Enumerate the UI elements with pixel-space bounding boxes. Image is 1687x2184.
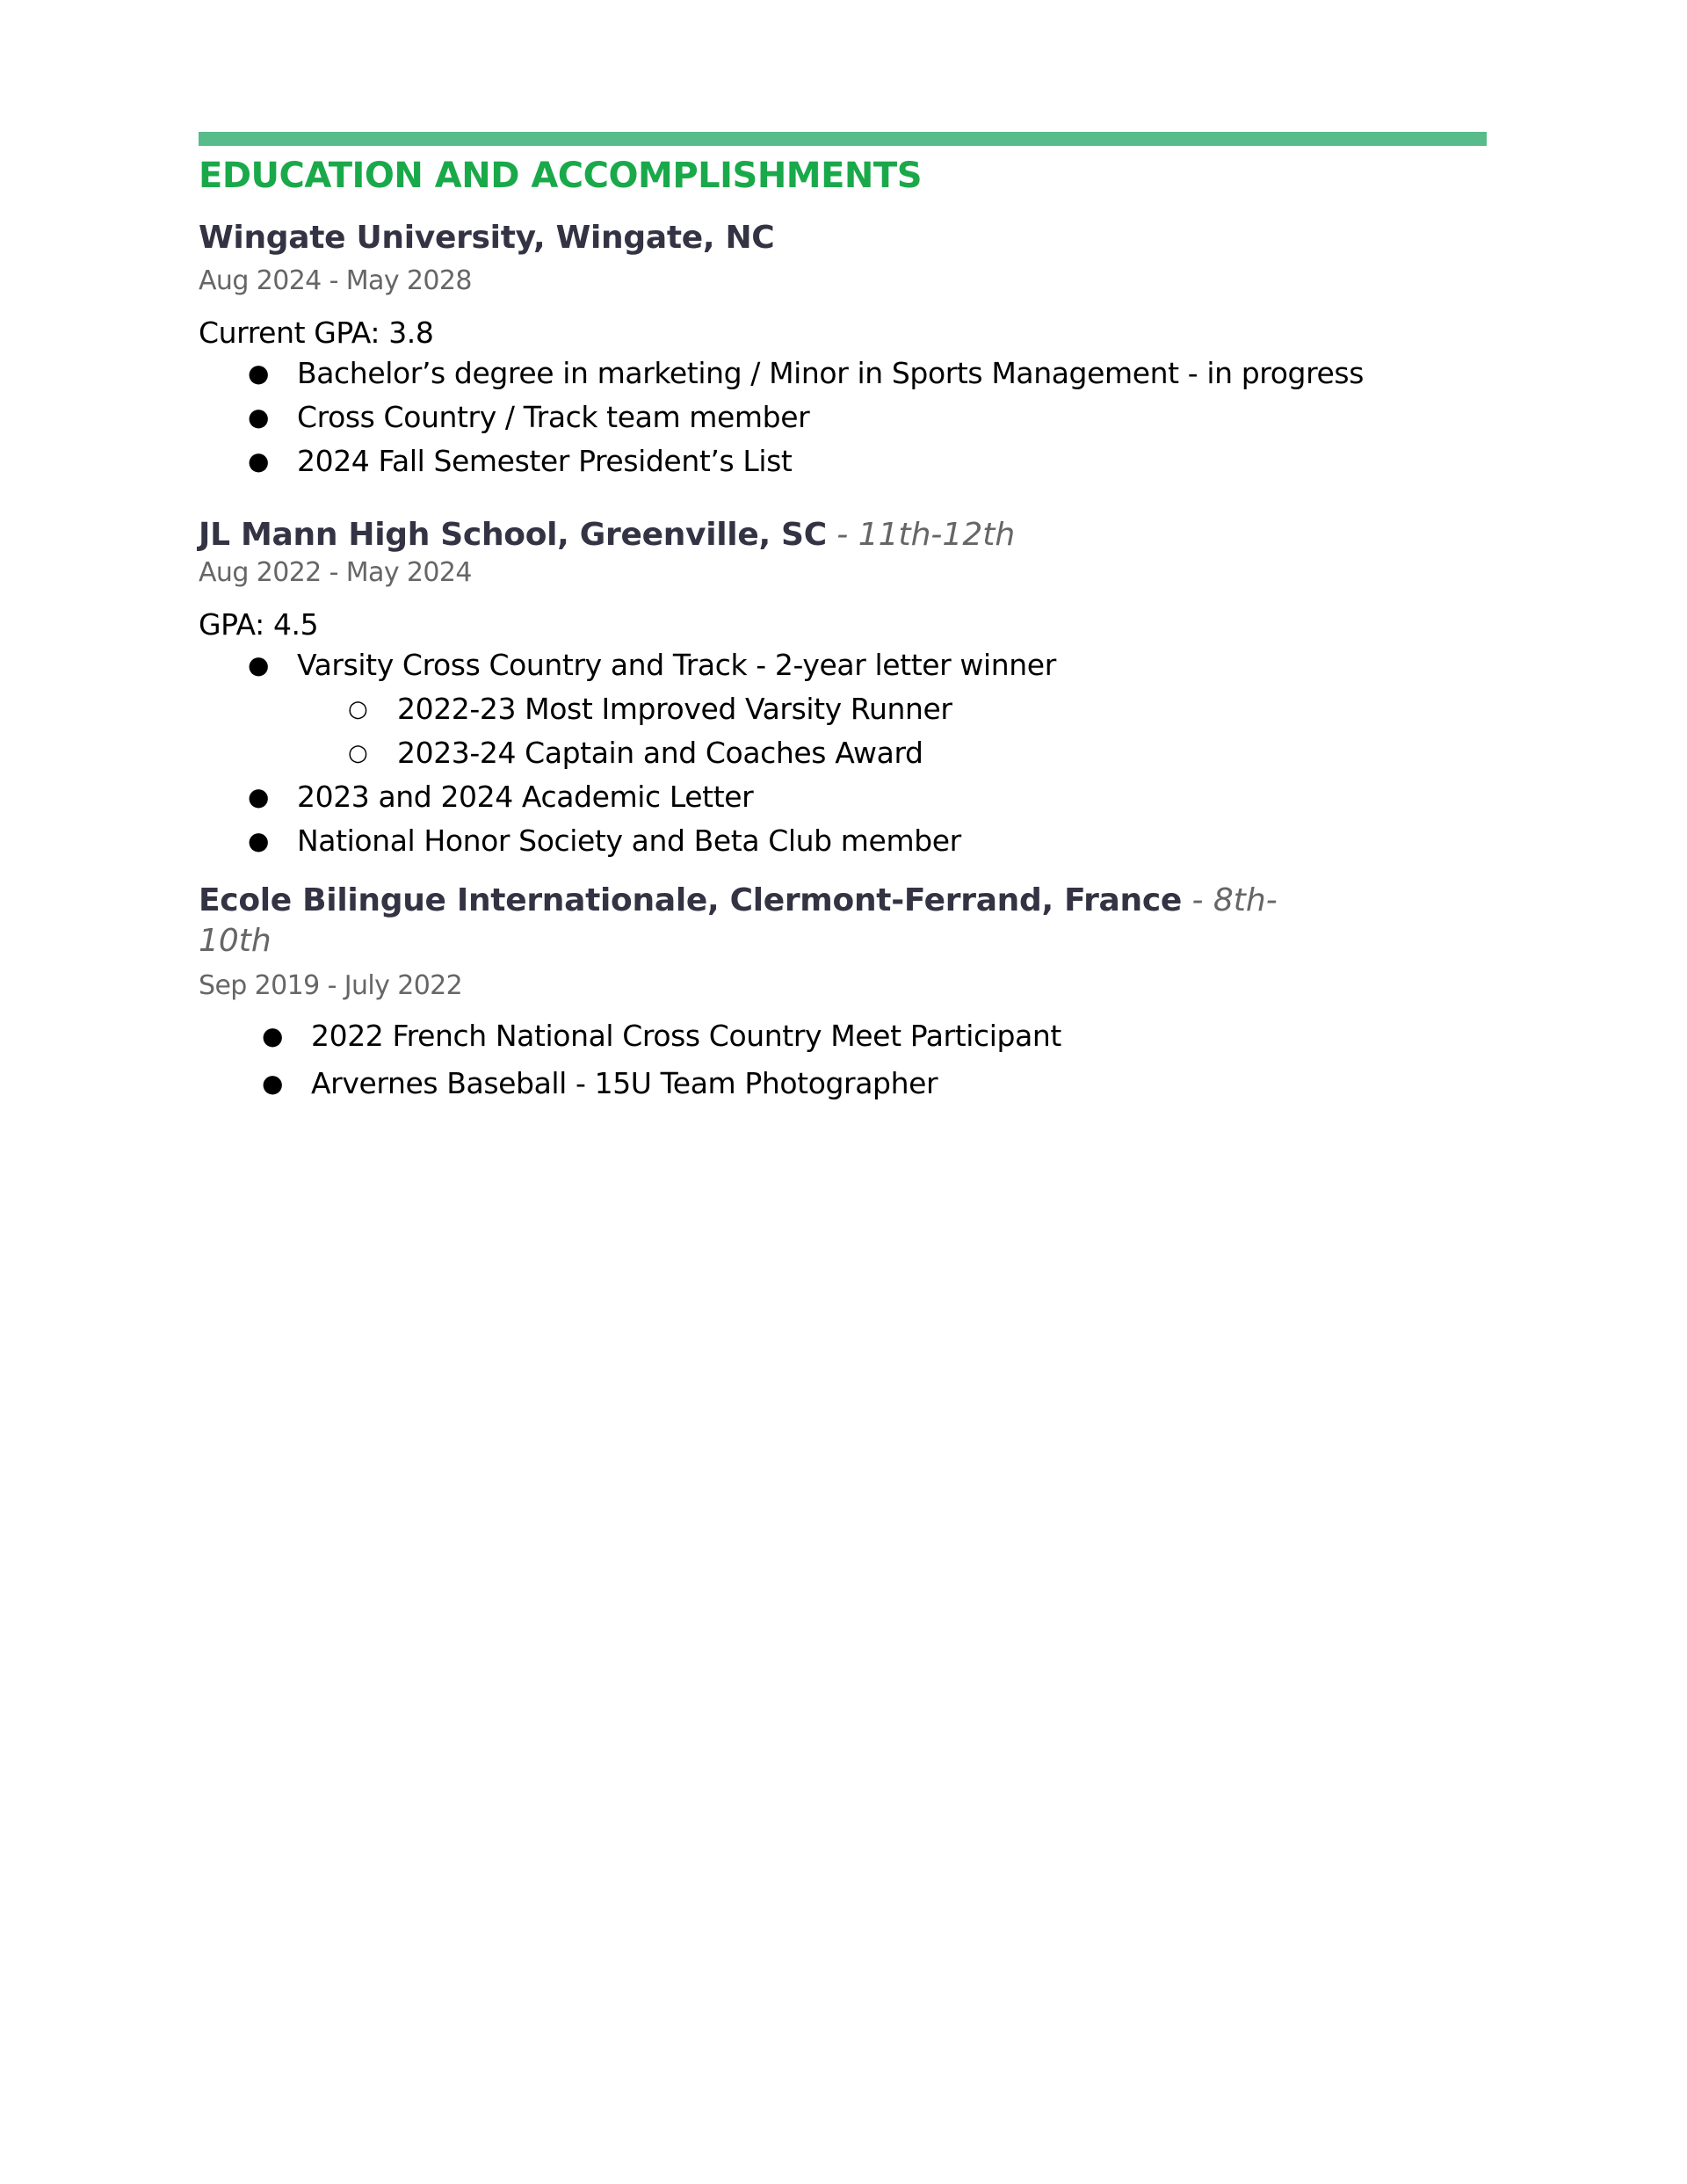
resume-page	[199, 132, 1487, 1107]
school-name: JL Mann High School, Greenville, SC - 11th-12th	[199, 517, 1016, 553]
education-entry-ecole-bilingue	[199, 881, 1487, 1107]
grade-range-continued: 10th	[199, 923, 272, 959]
education-entry-jl-mann	[199, 515, 1487, 863]
bullet-icon: ●	[248, 446, 270, 475]
bullet-icon: ●	[262, 1021, 284, 1050]
list-item: ○ 2022-23 Most Improved Varsity Runner	[199, 687, 1487, 731]
gpa-text: Current GPA: 3.8	[199, 316, 434, 350]
list-item: ● Cross Country / Track team member	[199, 395, 1487, 439]
grade-range: - 8th-	[1182, 882, 1278, 918]
accomplishment-list	[199, 1012, 1487, 1107]
education-entry-wingate	[199, 218, 1487, 483]
gpa-text: GPA: 4.5	[199, 607, 319, 642]
accomplishment-list	[199, 352, 1487, 483]
date-range: Sep 2019 - July 2022	[199, 970, 463, 1001]
list-item: ● Arvernes Baseball - 15U Team Photographer	[199, 1060, 1487, 1107]
list-item: ● 2022 French National Cross Country Meet Participant	[199, 1012, 1487, 1060]
hollow-bullet-icon: ○	[348, 740, 368, 766]
bullet-icon: ●	[248, 826, 270, 855]
list-item: ● Bachelor’s degree in marketing / Minor in Sports Management - in progress	[199, 352, 1487, 395]
bullet-icon: ●	[248, 359, 270, 388]
list-item: ○ 2023-24 Captain and Coaches Award	[199, 731, 1487, 775]
list-item: ● Varsity Cross Country and Track - 2-year letter winner	[199, 643, 1487, 687]
sub-accomplishment-list	[199, 687, 1487, 775]
bullet-icon: ●	[248, 782, 270, 811]
list-item: ● 2024 Fall Semester President’s List	[199, 439, 1487, 483]
list-item: ● 2023 and 2024 Academic Letter	[199, 775, 1487, 819]
school-name: Ecole Bilingue Internationale, Clermont-Ferrand, France - 8th- 10th	[199, 882, 1278, 959]
school-name: Wingate University, Wingate, NC	[199, 220, 775, 256]
date-range: Aug 2024 - May 2028	[199, 265, 472, 296]
hollow-bullet-icon: ○	[348, 696, 368, 722]
accomplishment-list	[199, 643, 1487, 687]
bullet-icon: ●	[248, 403, 270, 432]
accomplishment-list-continued	[199, 775, 1487, 863]
date-range: Aug 2022 - May 2024	[199, 557, 472, 588]
list-item: ● National Honor Society and Beta Club member	[199, 819, 1487, 863]
bullet-icon: ●	[262, 1069, 284, 1098]
section-divider	[199, 132, 1487, 146]
bullet-icon: ●	[248, 650, 270, 679]
section-title: EDUCATION AND ACCOMPLISHMENTS	[199, 156, 922, 196]
grade-range: - 11th-12th	[826, 517, 1016, 553]
